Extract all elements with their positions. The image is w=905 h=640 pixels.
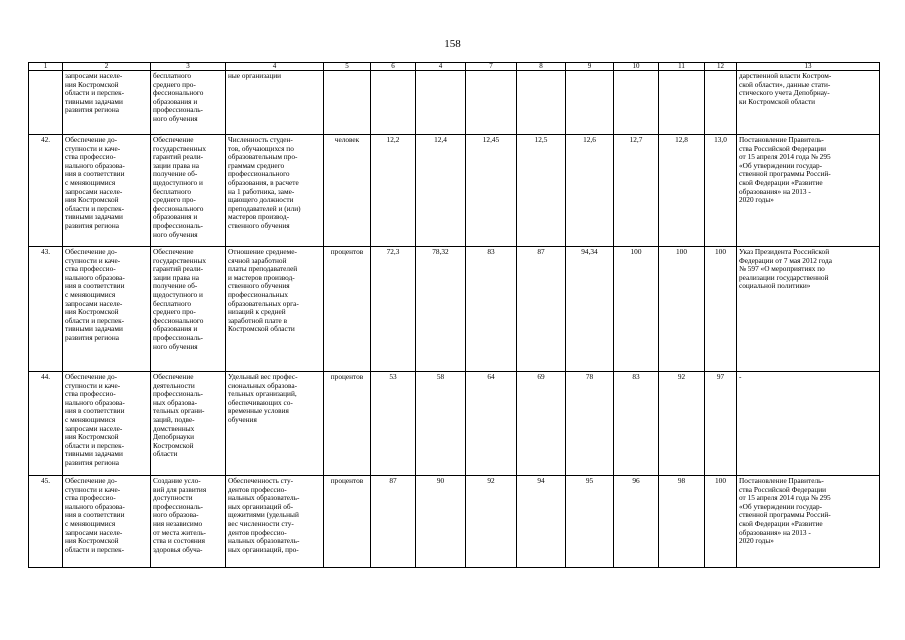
value-cell: 100 [614, 247, 659, 372]
value-cell [659, 71, 705, 135]
goal-cell: запросами населе- ния Костромской области и перспек- тивными задачами развития региона [63, 71, 151, 135]
indicators-table [28, 62, 880, 568]
column-number: 1 [29, 63, 63, 71]
table-row [29, 247, 880, 372]
indicator-cell: ные организации [226, 71, 324, 135]
column-number: 10 [614, 63, 659, 71]
source-cell: Постановление Правитель- ства Российской Федерации от 15 апреля 2014 года № 295 «Об утверждении государ- ственной программы Россий- ской Федерации «Развитие образования» на 2013 - 2020 годы» [737, 476, 880, 568]
value-cell: 97 [705, 372, 737, 476]
value-cell: 95 [566, 476, 614, 568]
indicator-cell: Отношение среднеме- сячной заработной платы преподавателей и мастеров производ- ственного обучения профессиональных образовательных орга- низаций к средней заработной плате в Костромской области [226, 247, 324, 372]
column-number: 13 [737, 63, 880, 71]
row-number: 44. [29, 372, 63, 476]
column-number: 4 [226, 63, 324, 71]
value-cell: 12,8 [659, 135, 705, 247]
row-number: 45. [29, 476, 63, 568]
value-cell [566, 71, 614, 135]
column-number: 9 [566, 63, 614, 71]
value-cell: 96 [614, 476, 659, 568]
value-cell: 94 [517, 476, 566, 568]
value-cell [614, 71, 659, 135]
indicator-cell: Удельный вес профес- сиональных образова- тельных организаций, обеспечивающих со- временные условия обучения [226, 372, 324, 476]
table-row [29, 476, 880, 568]
task-cell: Обеспечение государственных гарантий реали- зации права на получение об- щедоступного и бесплатного среднего про- фессионального образования и профессиональ- ного обучения [151, 247, 226, 372]
unit-cell: процентов [324, 372, 371, 476]
table-row [29, 372, 880, 476]
value-cell: 12,7 [614, 135, 659, 247]
goal-cell: Обеспечение до- ступности и каче- ства профессио- нального образова- ния в соответствии с меняющимися запросами населе- ния Костромской области и перспек- тивными задачами развития региона [63, 135, 151, 247]
value-cell: 92 [659, 372, 705, 476]
unit-cell: процентов [324, 476, 371, 568]
value-cell: 78 [566, 372, 614, 476]
source-cell: дарственной власти Костром- ской области», данные стати- стического учета Депобрнау- ки Костромской области [737, 71, 880, 135]
value-cell: 13,0 [705, 135, 737, 247]
value-cell: 100 [705, 247, 737, 372]
row-number: 42. [29, 135, 63, 247]
unit-cell: процентов [324, 247, 371, 372]
value-cell [466, 71, 517, 135]
row-number: 43. [29, 247, 63, 372]
value-cell: 92 [466, 476, 517, 568]
goal-cell: Обеспечение до- ступности и каче- ства профессио- нального образова- ния в соответствии с меняющимися запросами населе- ния Костромской области и перспек- тивными задачами развития региона [63, 247, 151, 372]
column-number: 6 [371, 63, 416, 71]
task-cell: бесплатного среднего про- фессионального образования и профессиональ- ного обучения [151, 71, 226, 135]
table-row [29, 135, 880, 247]
value-cell [705, 71, 737, 135]
value-cell: 94,34 [566, 247, 614, 372]
value-cell [517, 71, 566, 135]
value-cell: 12,2 [371, 135, 416, 247]
value-cell [416, 71, 466, 135]
goal-cell: Обеспечение до- ступности и каче- ства профессио- нального образова- ния в соответствии с меняющимися запросами населе- ния Костромской области и перспек- [63, 476, 151, 568]
source-cell: Указ Президента Российской Федерации от 7 мая 2012 года № 597 «О мероприятиях по реализации государственной социальной политики» [737, 247, 880, 372]
column-number: 5 [324, 63, 371, 71]
value-cell: 98 [659, 476, 705, 568]
column-number: 4 [416, 63, 466, 71]
value-cell: 12,6 [566, 135, 614, 247]
value-cell: 12,5 [517, 135, 566, 247]
column-number: 12 [705, 63, 737, 71]
source-cell: Постановление Правитель- ства Российской Федерации от 15 апреля 2014 года № 295 «Об утверждении государ- ственной программы Россий- ской Федерации «Развитие образования» на 2013 - 2020 годы» [737, 135, 880, 247]
value-cell: 53 [371, 372, 416, 476]
table-row [29, 71, 880, 135]
indicator-cell: Численность студен- тов, обучающихся по образовательным про- граммам среднего профессионального образования, в расчете на 1 работника, заме- щающего должности преподавателей и (или) мастеров производ- ственного обучения [226, 135, 324, 247]
value-cell [371, 71, 416, 135]
row-number [29, 71, 63, 135]
column-number: 8 [517, 63, 566, 71]
column-number: 3 [151, 63, 226, 71]
value-cell: 83 [614, 372, 659, 476]
value-cell: 12,4 [416, 135, 466, 247]
value-cell: 78,32 [416, 247, 466, 372]
column-number-row [29, 63, 880, 71]
value-cell: 12,45 [466, 135, 517, 247]
column-number: 2 [63, 63, 151, 71]
task-cell: Обеспечение деятельности профессиональ- ных образова- тельных органи- заций, подве- домственных Депобрнауки Костромской области [151, 372, 226, 476]
goal-cell: Обеспечение до- ступности и каче- ства профессио- нального образова- ния в соответствии с меняющимися запросами населе- ния Костромской области и перспек- тивными задачами развития региона [63, 372, 151, 476]
value-cell: 100 [659, 247, 705, 372]
unit-cell [324, 71, 371, 135]
value-cell: 69 [517, 372, 566, 476]
column-number: 11 [659, 63, 705, 71]
source-cell: - [737, 372, 880, 476]
task-cell: Обеспечение государственных гарантий реали- зации права на получение об- щедоступного и бесплатного среднего про- фессионального образования и профессиональ- ного обучения [151, 135, 226, 247]
value-cell: 83 [466, 247, 517, 372]
value-cell: 90 [416, 476, 466, 568]
value-cell: 64 [466, 372, 517, 476]
page-number: 158 [444, 38, 461, 50]
value-cell: 87 [371, 476, 416, 568]
value-cell: 58 [416, 372, 466, 476]
value-cell: 87 [517, 247, 566, 372]
unit-cell: человек [324, 135, 371, 247]
value-cell: 72,3 [371, 247, 416, 372]
task-cell: Создание усло- вий для развития доступности профессиональ- ного образова- ния независимо от места житель- ства и состояния здоровья обуча- [151, 476, 226, 568]
value-cell: 100 [705, 476, 737, 568]
indicator-cell: Обеспеченность сту- дентов профессио- нальных образователь- ных организаций об- щежитиями (удельный вес численности сту- дентов профессио- нальных образователь- ных организаций, про- [226, 476, 324, 568]
column-number: 7 [466, 63, 517, 71]
